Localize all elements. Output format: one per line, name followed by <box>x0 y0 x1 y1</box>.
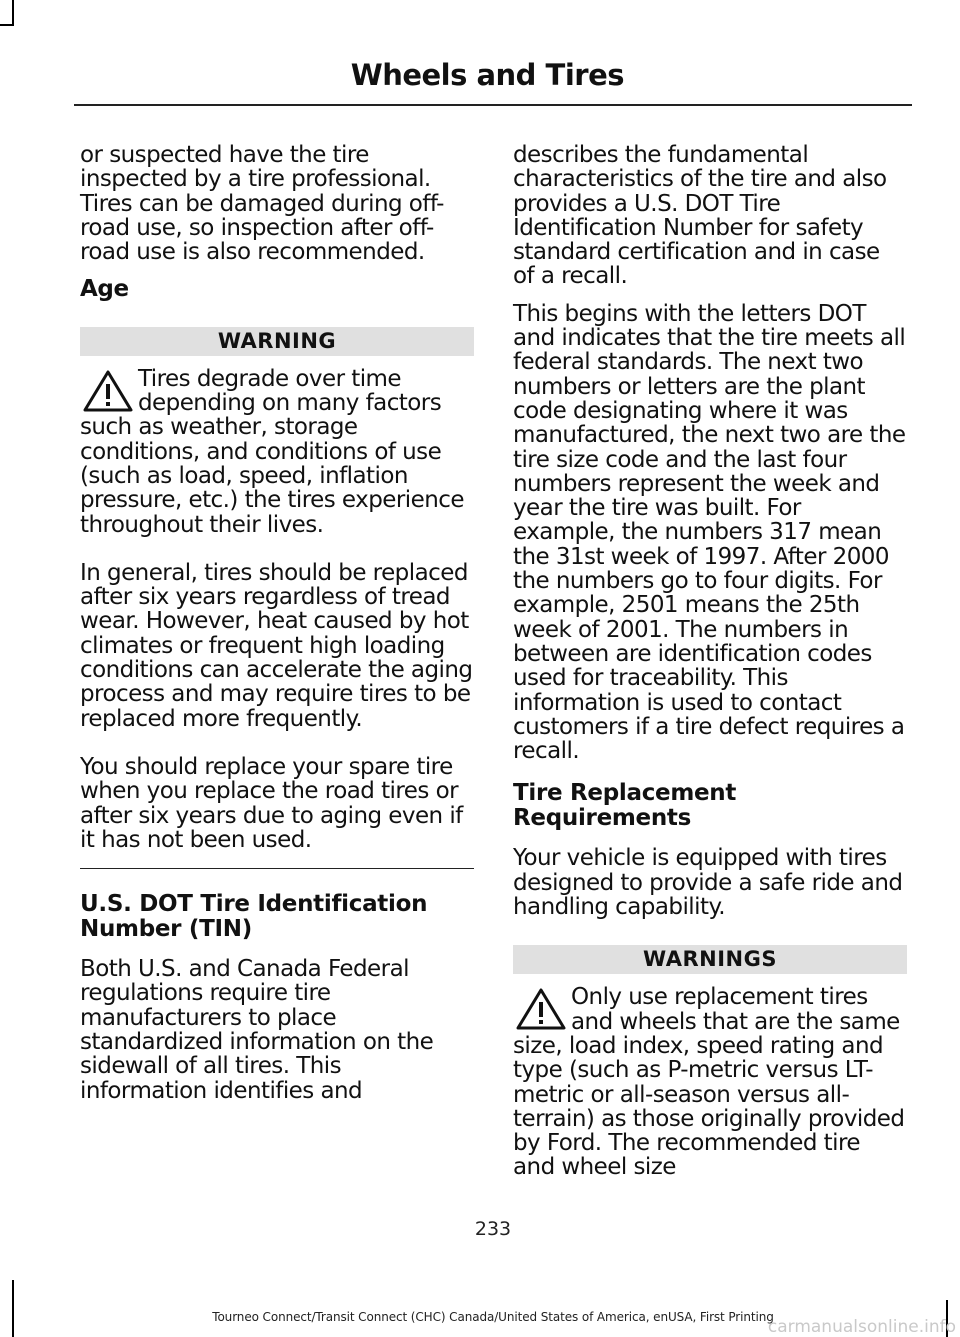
left-column <box>80 143 474 1116</box>
warning-label-bar: WARNING <box>80 327 474 356</box>
right-paragraph-3: Your vehicle is equipped with tires designed to provide a safe ride and handling capability. <box>513 845 903 921</box>
watermark: carmanualsonline.info <box>767 1317 956 1337</box>
left-paragraph-2: In general, tires should be replaced after six years regardless of tread wear. However, heat caused by hot climates or frequent high loading conditions can accelerate the aging process and may require tires to be replaced more frequently. <box>80 559 473 732</box>
warning-triangle-icon <box>515 987 567 1031</box>
right-paragraph-1: describes the fundamental characteristics of the tire and also provides a U.S. DOT Tire Identification Number for safety standard certification and in case of a recall. <box>513 142 887 290</box>
right-paragraph-2: This begins with the letters DOT and indicates that the tire meets all federal standards. The next two numbers or letters are the plant code designating where it was manufactured, the next two are the tire size code and the last four numbers represent the week and year the tire was built. For example, the numbers 317 mean the 31st week of 1997. After 2000 the numbers go to four digits. For example, 2501 means the 25th week of 2001. The numbers in between are identification codes used for traceability. This information is used to contact customers if a tire defect requires a recall. <box>513 300 906 765</box>
footer-text: Tourneo Connect/Transit Connect (CHC) Canada/United States of America, enUSA, First Printing <box>212 1310 774 1324</box>
age-heading: Age <box>80 276 129 303</box>
right-column <box>513 143 907 1193</box>
replacement-heading: Tire Replacement Requirements <box>513 780 737 831</box>
crop-mark-top-left-horizontal <box>0 24 14 26</box>
crop-mark-top-left-vertical <box>12 0 14 26</box>
age-warning-text: Tires degrade over time depending on many factors such as weather, storage conditions, and conditions of use (such as load, speed, inflation pressure, etc.) the tires experience throughout their lives. <box>80 365 464 538</box>
left-paragraph-4: Both U.S. and Canada Federal regulations require tire manufacturers to place standardized information on the sidewall of all tires. This information identifies and <box>80 956 434 1104</box>
replacement-warning <box>513 985 907 1179</box>
section-rule <box>80 868 474 869</box>
replacement-warning-text: Only use replacement tires and wheels that are the same size, load index, speed rating and type (such as P-metric versus LT-metric or all-season versus all-terrain) as those originally provided by Ford. The recommended tire and wheel size <box>513 984 905 1181</box>
warning-triangle-icon <box>82 369 134 413</box>
left-paragraph-3: You should replace your spare tire when you replace the road tires or after six years due to aging even if it has not been used. <box>80 753 463 853</box>
header-rule <box>74 104 912 106</box>
page-header-title: Wheels and Tires <box>350 58 624 92</box>
page-number: 233 <box>474 1218 512 1240</box>
tin-heading: U.S. DOT Tire Identification Number (TIN) <box>80 891 428 942</box>
crop-mark-bottom-left-vertical <box>12 1280 14 1337</box>
age-warning <box>80 367 474 537</box>
warnings-label-bar: WARNINGS <box>513 945 907 974</box>
left-paragraph-1: or suspected have the tire inspected by a tire professional. Tires can be damaged during off-road use, so inspection after off-road use is also recommended. <box>80 142 444 266</box>
